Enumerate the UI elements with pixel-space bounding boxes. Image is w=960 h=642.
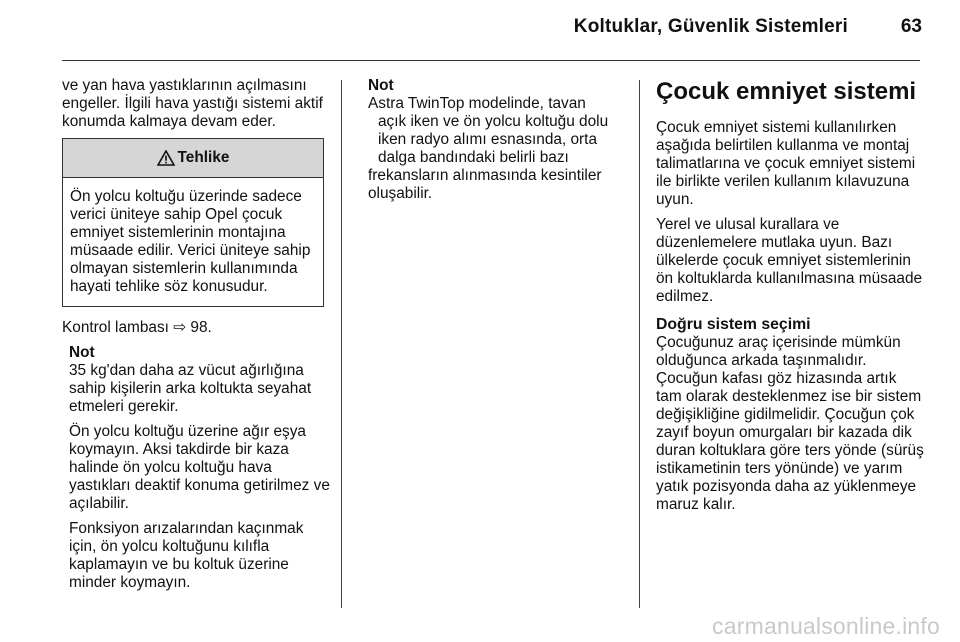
watermark: carmanualsonline.info <box>712 613 940 639</box>
left-column <box>62 77 332 599</box>
note-line: dalga bandındaki belirli bazı <box>378 149 569 166</box>
note-text-middle <box>368 95 626 203</box>
column-divider-2 <box>639 80 640 608</box>
section-paragraph-1: Çocuk emniyet sistemi kullanılırken aşağıda belirtilen kullanma ve montaj talimatlarına ve çocuk emniyet sistemi ile birlikte verilen kullanım kılavuzuna uyun. <box>656 119 916 208</box>
note-line: frekansların alınmasında kesintiler <box>368 167 602 184</box>
subsection-heading: Doğru sistem seçimi <box>656 316 811 333</box>
note-label: Not <box>69 344 95 361</box>
note-line: oluşabilir. <box>368 185 433 202</box>
control-lamp-reference <box>62 319 332 337</box>
section-heading: Çocuk emniyet sistemi <box>656 78 917 105</box>
warning-triangle-icon <box>157 150 175 166</box>
page-header-title: Koltuklar, Güvenlik Sistemleri <box>573 16 848 37</box>
note-paragraph-1: 35 kg'dan daha az vücut ağırlığına sahip kişilerin arka koltukta seyahat etmeleri gerekir. <box>69 362 312 415</box>
note-paragraph-2: Ön yolcu koltuğu üzerine ağır eşya koymayın. Aksi takdirde bir kaza halinde ön yolcu koltuğu hava yastıkları deaktif konuma getirilmez ve açılabilir. <box>69 423 330 512</box>
section-paragraph-3: Çocuğunuz araç içerisinde mümkün olduğunca arkada taşınmalıdır. Çocuğun kafası göz hizasında artık tam olarak desteklenmez ise bir sistem değişikliğine gidilmelidir. Çocuğun çok zayıf boyun omurgaları bir kazada dik duran koltuklara göre ters yönde (sürüş istikametinin ters yönünde) ve yarım yatık pozisyonda daha az yüklenmeye maruz kalır. <box>656 334 924 513</box>
right-column <box>656 77 926 521</box>
danger-warning-box <box>62 138 324 307</box>
column-divider-1 <box>341 80 342 608</box>
note-line: açık iken ve ön yolcu koltuğu dolu <box>378 113 609 130</box>
control-lamp-page: 98. <box>190 319 212 336</box>
header-divider <box>62 60 920 61</box>
warning-title: Tehlike <box>177 149 230 166</box>
page-reference-arrow-icon: ⇨ <box>173 319 187 336</box>
middle-column <box>368 77 626 203</box>
page-number: 63 <box>900 16 922 37</box>
intro-paragraph: ve yan hava yastıklarının açılmasını engeller. İlgili hava yastığı sistemi aktif konumda kalmaya devam eder. <box>62 77 323 130</box>
note-paragraph-3: Fonksiyon arızalarından kaçınmak için, ön yolcu koltuğunu kılıfla kaplamayın ve bu koltuk üzerine minder koymayın. <box>69 520 304 591</box>
note-line: iken radyo alımı esnasında, orta <box>378 131 598 148</box>
warning-header <box>63 139 323 178</box>
warning-body: Ön yolcu koltuğu üzerinde sadece verici üniteye sahip Opel çocuk emniyet sistemlerinin montajına müsaade edilir. Verici üniteye sahip olmayan sistemlerin kullanımında hayati tehlike söz konusudur. <box>70 188 311 295</box>
note-block-left <box>69 344 332 592</box>
note-line: Astra TwinTop modelinde, tavan <box>368 95 586 112</box>
section-paragraph-2: Yerel ve ulusal kurallara ve düzenlemelere mutlaka uyun. Bazı ülkelerde çocuk emniyet sistemlerinin ön koltuklarda kullanılmasına müsaade edilmez. <box>656 216 923 305</box>
control-lamp-text: Kontrol lambası <box>62 319 169 336</box>
note-label: Not <box>368 77 394 94</box>
